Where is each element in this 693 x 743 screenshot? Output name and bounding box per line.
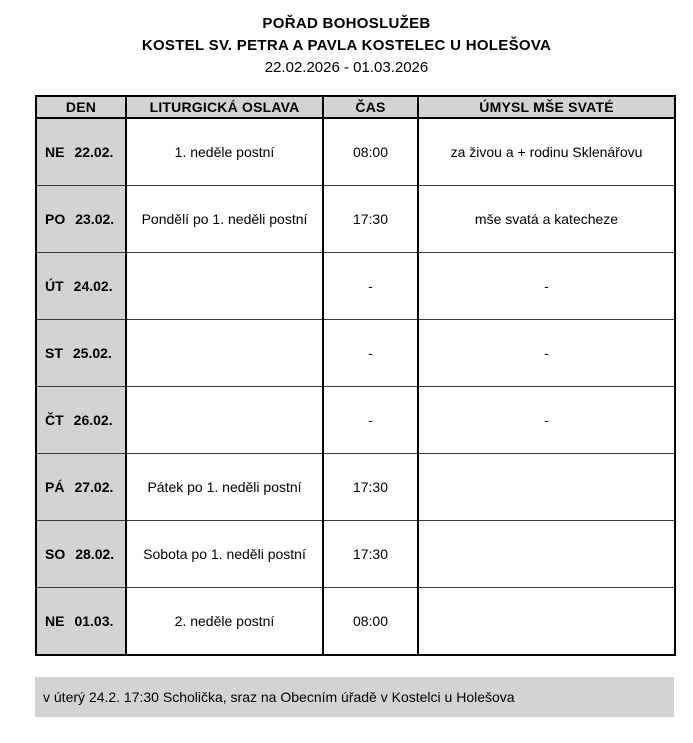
time-cell: - (323, 320, 418, 387)
time-cell: 08:00 (323, 118, 418, 186)
intention-cell: - (418, 387, 675, 454)
column-header-den: DEN (36, 96, 126, 118)
time-cell: 17:30 (323, 454, 418, 521)
column-header-cas: ČAS (323, 96, 418, 118)
intention-cell: mše svatá a katecheze (418, 186, 675, 253)
title-block (0, 0, 693, 79)
celebration-cell (126, 387, 323, 454)
footer-note-bar (35, 677, 674, 717)
day-abbreviation: PO (45, 211, 66, 227)
celebration-cell: Sobota po 1. neděli postní (126, 521, 323, 588)
day-date: 22.02. (74, 144, 114, 160)
table-row (36, 387, 675, 454)
intention-cell (418, 454, 675, 521)
day-date: 27.02. (74, 479, 114, 495)
column-header-liturgicka-oslava: LITURGICKÁ OSLAVA (126, 96, 323, 118)
day-date: 26.02. (73, 412, 113, 428)
church-name: KOSTEL SV. PETRA A PAVLA KOSTELEC U HOLEŠOVA (141, 37, 552, 54)
intention-cell (418, 588, 675, 656)
day-cell (36, 387, 126, 454)
day-abbreviation: ÚT (45, 278, 64, 294)
day-abbreviation: NE (45, 144, 65, 160)
day-cell (36, 320, 126, 387)
celebration-cell: 1. neděle postní (126, 118, 323, 186)
celebration-cell (126, 320, 323, 387)
day-abbreviation: ČT (45, 412, 64, 428)
day-date: 23.02. (75, 211, 115, 227)
header-row (36, 96, 675, 118)
table-row (36, 186, 675, 253)
table-row (36, 521, 675, 588)
intention-cell: - (418, 253, 675, 320)
day-abbreviation: PÁ (45, 479, 65, 495)
day-abbreviation: ST (45, 345, 63, 361)
day-date: 01.03. (74, 613, 114, 629)
day-cell (36, 521, 126, 588)
intention-cell: - (418, 320, 675, 387)
celebration-cell (126, 253, 323, 320)
page-title: POŘAD BOHOSLUŽEB (262, 15, 431, 32)
table-row (36, 320, 675, 387)
date-range: 22.02.2026 - 01.03.2026 (264, 59, 429, 76)
table-row (36, 253, 675, 320)
day-abbreviation: SO (45, 546, 66, 562)
intention-cell (418, 521, 675, 588)
column-header-umysl-mse-svate: ÚMYSL MŠE SVATÉ (418, 96, 675, 118)
day-abbreviation: NE (45, 613, 65, 629)
day-date: 25.02. (72, 345, 112, 361)
day-cell (36, 454, 126, 521)
table-row (36, 118, 675, 186)
intention-cell: za živou a + rodinu Sklenářovu (418, 118, 675, 186)
celebration-cell: Pátek po 1. neděli postní (126, 454, 323, 521)
day-cell (36, 186, 126, 253)
celebration-cell: 2. neděle postní (126, 588, 323, 656)
time-cell: 17:30 (323, 186, 418, 253)
time-cell: - (323, 253, 418, 320)
schedule-table (35, 95, 676, 656)
table-row (36, 454, 675, 521)
day-date: 24.02. (73, 278, 113, 294)
time-cell: 17:30 (323, 521, 418, 588)
time-cell: 08:00 (323, 588, 418, 656)
day-date: 28.02. (75, 546, 115, 562)
footer-note-text: v úterý 24.2. 17:30 Scholička, sraz na Obecním úřadě v Kostelci u Holešova (43, 689, 515, 705)
day-cell (36, 588, 126, 656)
celebration-cell: Pondělí po 1. neděli postní (126, 186, 323, 253)
day-cell (36, 253, 126, 320)
table-row (36, 588, 675, 656)
time-cell: - (323, 387, 418, 454)
day-cell (36, 118, 126, 186)
